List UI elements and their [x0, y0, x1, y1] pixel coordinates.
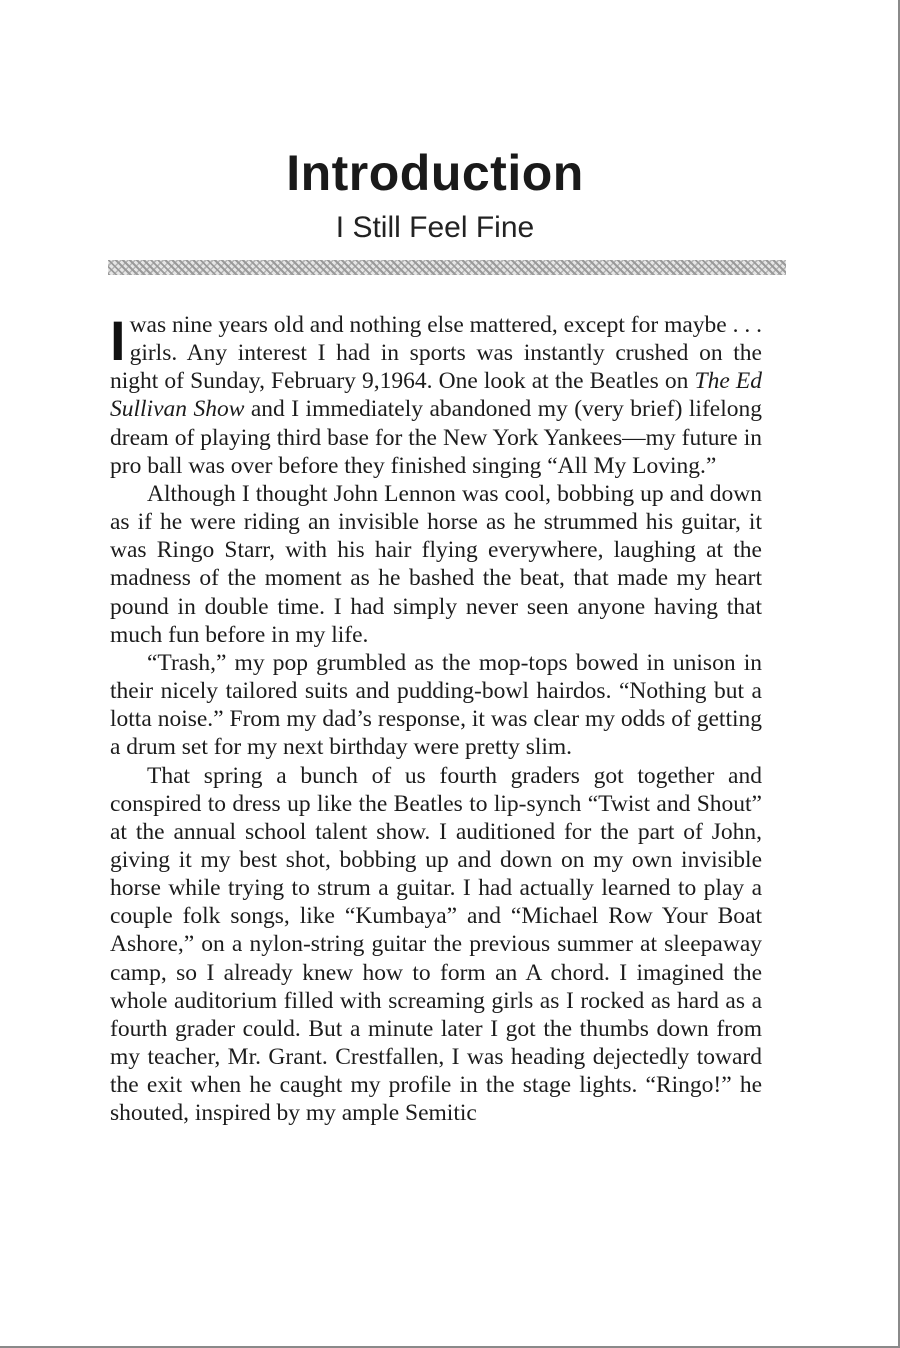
paragraph-1-text-b: and I immediately abandoned my (very brief) lifelong dream of playing third base for the New York Yankees—my future in pro ball was over before they finished singing “All My Loving.”	[110, 396, 762, 479]
paragraph-2: Although I thought John Lennon was cool, bobbing up and down as if he were riding an invisible horse as he strummed his guitar, it was Ringo Starr, with his hair flying everywhere, laughing at the madness of the moment as he bashed the beat, that made my heart pound in double time. I had simply never seen anyone having that much fun before in my life.	[110, 480, 762, 648]
paragraph-1-text-a: was nine years old and nothing else mattered, except for maybe . . . girls. Any interest I had in sports was instantly crushed on the night of Sunday, February 9,1964. One look at the Beatles on	[110, 312, 762, 395]
chapter-body	[110, 311, 762, 1128]
drop-cap: I	[110, 309, 126, 372]
chapter-title: Introduction	[286, 145, 584, 201]
show-title-italic: The Ed Sullivan Show	[110, 368, 762, 423]
paragraph-1	[110, 311, 762, 480]
decorative-divider	[108, 260, 786, 275]
paragraph-4: That spring a bunch of us fourth graders got together and conspired to dress up like the Beatles to lip-synch “Twist and Shout” at the annual school talent show. I auditioned for the part of John, giving it my best shot, bobbing up and down on my own invisible horse while trying to strum a guitar. I had actually learned to play a couple folk songs, like “Kumbaya” and “Michael Row Your Boat Ashore,” on a nylon-string guitar the previous summer at sleepaway camp, so I already knew how to form an A chord. I imagined the whole auditorium filled with screaming girls as I rocked as hard as a fourth grader could. But a minute later I got the thumbs down from my teacher, Mr. Grant. Crestfallen, I was heading dejectedly toward the exit when he caught my profile in the stage lights. “Ringo!” he shouted, inspired by my ample Semitic	[110, 762, 762, 1127]
paragraph-3: “Trash,” my pop grumbled as the mop-tops bowed in unison in their nicely tailored suits and pudding-bowl hairdos. “Nothing but a lotta noise.” From my dad’s response, it was clear my odds of getting a drum set for my next birthday were pretty slim.	[110, 649, 762, 761]
chapter-subtitle: I Still Feel Fine	[335, 211, 535, 244]
